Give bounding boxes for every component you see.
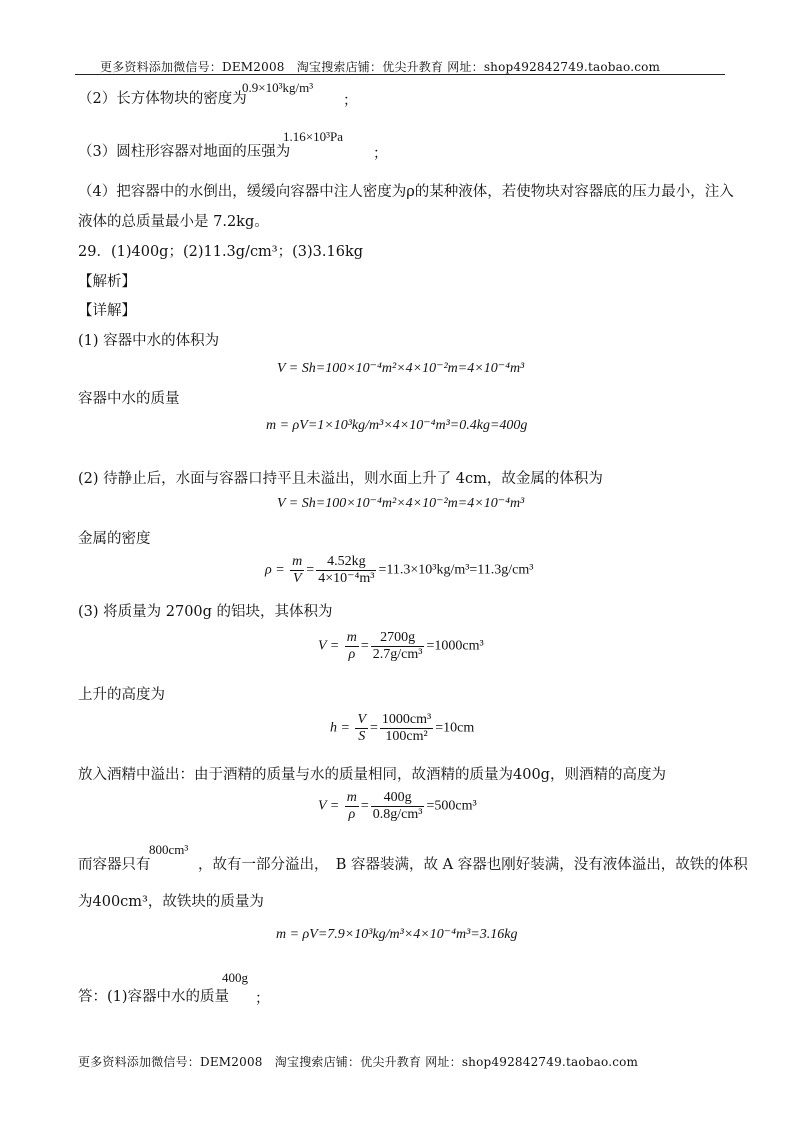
answer-end: ；: [255, 991, 270, 1007]
height-symbol: h =: [330, 720, 350, 736]
fraction-numerator: 2700g: [371, 630, 425, 647]
q28-part2: [78, 90, 247, 108]
step1-intro: (1) 容器中水的体积为: [78, 333, 220, 349]
q28-part3-text: （3）圆柱形容器对地面的压强为: [78, 144, 291, 160]
fraction-denominator: 0.8g/cm³: [372, 807, 423, 822]
density-result: =11.3×10³kg/m³=11.3g/cm³: [378, 562, 534, 578]
fraction-numerator: 1000cm³: [381, 712, 432, 727]
fraction-numerator: 4.52kg: [316, 554, 376, 571]
step2-density-intro: 金属的密度: [78, 531, 151, 547]
q28-part4-line1: （4）把容器中的水倒出，缓缓向容器中注人密度为ρ的某种液体，若使物块对容器底的压力最小，注入: [78, 184, 734, 200]
step3-rise-intro: 上升的高度为: [78, 687, 165, 703]
q28-part3-end: ；: [373, 146, 388, 162]
step3-iron-mass-equation: m = ρV=7.9×10³kg/m³×4×10⁻⁴m³=3.16kg: [276, 927, 518, 942]
volume-result: =1000cm³: [426, 638, 484, 654]
fraction-denominator: 100cm²: [385, 729, 428, 744]
fraction-m-over-rho: [345, 790, 359, 823]
answer-value: 400g: [222, 970, 248, 985]
q28-part3-value: 1.16×10³Pa: [283, 129, 343, 144]
fraction-denominator: ρ: [348, 647, 356, 662]
fraction-values: [371, 630, 425, 663]
step3-alcohol-volume-equation: V = $\frac{m}{\rho}$ = $\frac{400g}{\text{0.8g/cm³}}$ =500cm³: [318, 790, 477, 822]
step3-height-equation: h = $\frac{V}{S}$ = $\frac{\text{1000cm³}}{\text{100cm²}}$ =10cm: [330, 712, 475, 744]
step2-density-equation: ρ = $\frac{m}{V}$ = $\frac{4.52kg}{\text{4×10⁻⁴m³}}$ =11.3×10³kg/m³=11.3g/cm³: [265, 554, 534, 586]
step3-container-text-a: 而容器只有: [78, 857, 151, 873]
fraction-m-over-rho: [345, 630, 359, 663]
q28-part4-line2: 液体的总质量最小是 7.2kg。: [78, 214, 269, 230]
q28-part2-value: 0.9×10³kg/m³: [242, 80, 314, 95]
q28-part2-text: （2）长方体物块的密度为: [78, 91, 247, 107]
fraction-denominator: V: [292, 571, 302, 586]
step3-alcohol-intro: 放入酒精中溢出：由于酒精的质量与水的质量相同，故酒精的质量为400g，则酒精的高度为: [78, 767, 666, 783]
fraction-numerator: 400g: [371, 790, 425, 807]
header-divider: [75, 74, 725, 75]
fraction-numerator: m: [292, 554, 303, 569]
alcohol-volume-result: =500cm³: [426, 798, 477, 814]
page-header: 更多资料添加微信号：DEM2008 淘宝搜索店铺：优尖升教育 网址：shop492842749.taobao.com: [100, 60, 661, 74]
fraction-numerator: m: [346, 630, 357, 645]
fraction-values: [380, 712, 433, 745]
page-footer: 更多资料添加微信号：DEM2008 淘宝搜索店铺：优尖升教育 网址：shop492842749.taobao.com: [78, 1055, 639, 1069]
q29-answer: 29．(1)400g；(2)11.3g/cm³；(3)3.16kg: [78, 244, 364, 260]
answer-prefix: 答：(1)容器中水的质量: [78, 989, 230, 1005]
step1-volume-equation: V = Sh=100×10⁻⁴m²×4×10⁻²m=4×10⁻⁴m³: [277, 361, 525, 376]
step3-iron-volume: 为400cm³，故铁块的质量为: [78, 894, 264, 910]
step3-container-text-b: ，故有一部分溢出， B 容器装满，故 A 容器也刚好装满，没有液体溢出，故铁的体积: [198, 857, 748, 873]
step2-volume-equation: V = Sh=100×10⁻⁴m²×4×10⁻²m=4×10⁻⁴m³: [277, 496, 525, 511]
fraction-values: [371, 790, 425, 823]
density-symbol: ρ =: [265, 562, 285, 578]
fraction-numerator: V: [357, 712, 367, 727]
fraction-denominator: ρ: [348, 807, 356, 822]
step1-mass-equation: m = ρV=1×10³kg/m³×4×10⁻⁴m³=0.4kg=400g: [266, 418, 528, 433]
detail-label: 【详解】: [78, 303, 136, 319]
fraction-values: [316, 554, 376, 587]
step2-intro: (2) 待静止后，水面与容器口持平且未溢出，则水面上升了 4cm，故金属的体积为: [78, 471, 603, 487]
step3-intro: (3) 将质量为 2700g 的铝块，其体积为: [78, 604, 333, 620]
fraction-denominator: 4×10⁻⁴m³: [318, 571, 375, 586]
step1-mass-intro: 容器中水的质量: [78, 391, 180, 407]
step3-container-value: 800cm³: [149, 842, 189, 857]
fraction-numerator: m: [346, 790, 357, 805]
analysis-label: 【解析】: [78, 274, 136, 290]
q28-part3: [78, 143, 290, 161]
answer-line-1: [78, 988, 229, 1006]
fraction-v-over-s: [355, 712, 368, 745]
q28-part2-end: ；: [343, 93, 358, 109]
fraction-m-over-v: [290, 554, 304, 587]
fraction-denominator: S: [358, 729, 366, 744]
step3-volume-equation: V = $\frac{m}{\rho}$ = $\frac{2700g}{\text{2.7g/cm³}}$ =1000cm³: [318, 630, 484, 662]
volume-symbol: V =: [318, 798, 340, 814]
volume-symbol: V =: [318, 638, 340, 654]
height-result: =10cm: [435, 720, 475, 736]
fraction-denominator: 2.7g/cm³: [372, 647, 423, 662]
